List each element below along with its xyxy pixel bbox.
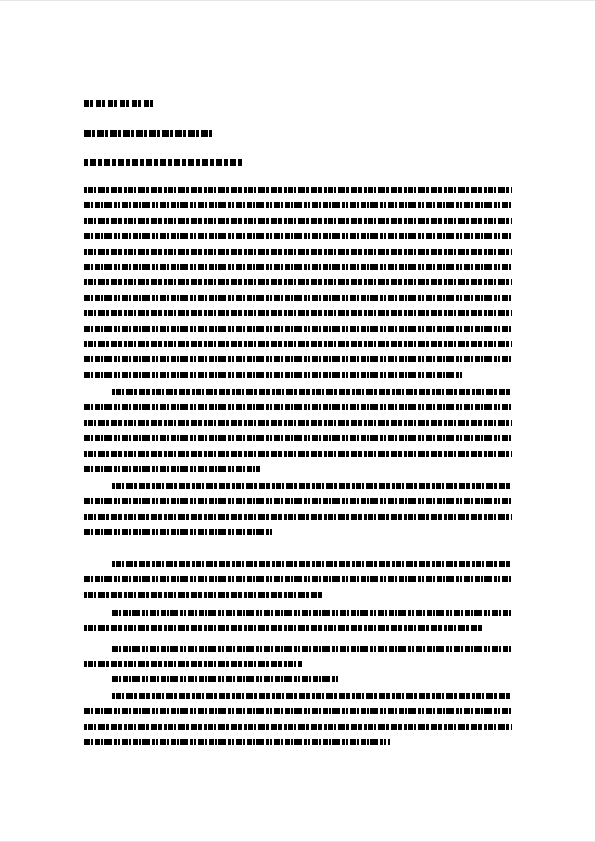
paragraph-4 [84,561,512,598]
paragraph-6 [84,646,512,667]
paragraph-5 [84,610,512,631]
paragraph-2 [84,389,512,472]
paragraph-8 [84,693,512,745]
header-line-2 [84,130,214,137]
header-line-3 [84,159,244,166]
paragraph-3 [84,483,512,535]
header-line-1 [84,100,156,107]
paragraph-7 [84,676,512,682]
paragraph-1 [84,187,512,378]
